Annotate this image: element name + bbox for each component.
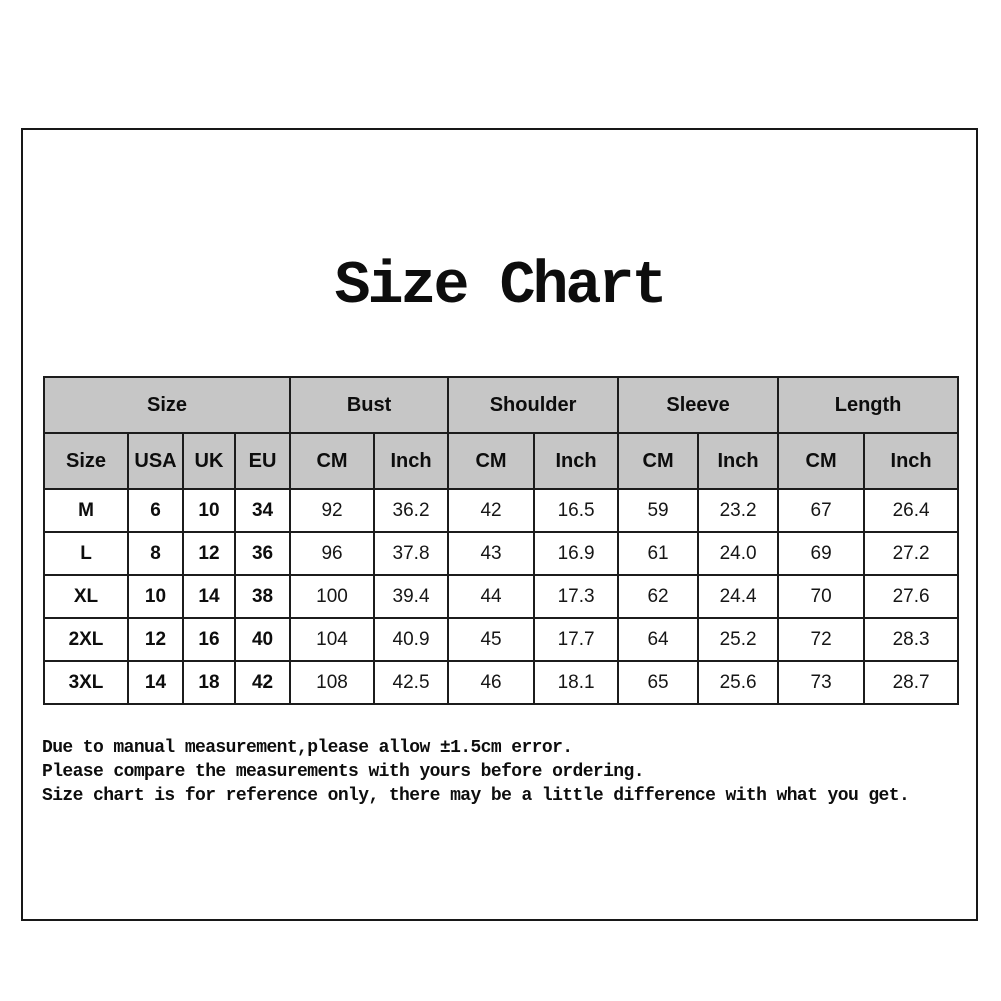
cell-shoulder-cm: 45: [448, 618, 534, 661]
cell-shoulder-inch: 18.1: [534, 661, 618, 704]
cell-length-cm: 72: [778, 618, 864, 661]
cell-shoulder-inch: 16.5: [534, 489, 618, 532]
cell-size: 3XL: [44, 661, 128, 704]
cell-sleeve-inch: 23.2: [698, 489, 778, 532]
cell-bust-cm: 100: [290, 575, 374, 618]
cell-usa: 12: [128, 618, 183, 661]
cell-length-inch: 28.7: [864, 661, 958, 704]
col-group-length: Length: [778, 377, 958, 433]
cell-usa: 14: [128, 661, 183, 704]
cell-length-cm: 73: [778, 661, 864, 704]
cell-shoulder-cm: 44: [448, 575, 534, 618]
cell-uk: 16: [183, 618, 235, 661]
cell-usa: 8: [128, 532, 183, 575]
table-row-xl: [44, 575, 958, 618]
cell-usa: 10: [128, 575, 183, 618]
table-row-m: [44, 489, 958, 532]
cell-shoulder-cm: 43: [448, 532, 534, 575]
cell-uk: 12: [183, 532, 235, 575]
content-frame: [21, 128, 978, 921]
note-line-2: Please compare the measurements with yours before ordering.: [42, 762, 644, 782]
cell-bust-inch: 37.8: [374, 532, 448, 575]
cell-sleeve-cm: 65: [618, 661, 698, 704]
cell-shoulder-inch: 17.3: [534, 575, 618, 618]
cell-sleeve-inch: 24.0: [698, 532, 778, 575]
table-row-l: [44, 532, 958, 575]
cell-sleeve-inch: 25.6: [698, 661, 778, 704]
cell-length-inch: 27.6: [864, 575, 958, 618]
cell-uk: 14: [183, 575, 235, 618]
cell-bust-cm: 92: [290, 489, 374, 532]
table-row-2xl: [44, 618, 958, 661]
cell-sleeve-inch: 25.2: [698, 618, 778, 661]
col-header-length-cm: CM: [778, 433, 864, 489]
table-group-header-row: [44, 377, 958, 433]
col-header-sleeve-inch: Inch: [698, 433, 778, 489]
cell-size: XL: [44, 575, 128, 618]
measurement-notes: [42, 736, 962, 808]
col-header-size: Size: [44, 433, 128, 489]
cell-uk: 18: [183, 661, 235, 704]
cell-sleeve-cm: 62: [618, 575, 698, 618]
col-header-shoulder-inch: Inch: [534, 433, 618, 489]
cell-length-cm: 67: [778, 489, 864, 532]
cell-length-inch: 26.4: [864, 489, 958, 532]
cell-eu: 34: [235, 489, 290, 532]
col-header-usa: USA: [128, 433, 183, 489]
col-header-bust-inch: Inch: [374, 433, 448, 489]
cell-bust-inch: 40.9: [374, 618, 448, 661]
cell-size: 2XL: [44, 618, 128, 661]
cell-bust-cm: 104: [290, 618, 374, 661]
col-group-sleeve: Sleeve: [618, 377, 778, 433]
cell-usa: 6: [128, 489, 183, 532]
cell-bust-inch: 36.2: [374, 489, 448, 532]
cell-size: M: [44, 489, 128, 532]
col-header-eu: EU: [235, 433, 290, 489]
col-group-bust: Bust: [290, 377, 448, 433]
table-subheader-row: [44, 433, 958, 489]
note-line-1: Due to manual measurement,please allow ±1.5cm error.: [42, 738, 573, 758]
cell-length-cm: 69: [778, 532, 864, 575]
col-header-uk: UK: [183, 433, 235, 489]
page-title: Size Chart: [334, 253, 665, 321]
col-header-sleeve-cm: CM: [618, 433, 698, 489]
col-header-length-inch: Inch: [864, 433, 958, 489]
cell-shoulder-cm: 46: [448, 661, 534, 704]
cell-sleeve-cm: 59: [618, 489, 698, 532]
col-header-shoulder-cm: CM: [448, 433, 534, 489]
cell-length-cm: 70: [778, 575, 864, 618]
col-group-shoulder: Shoulder: [448, 377, 618, 433]
cell-uk: 10: [183, 489, 235, 532]
col-group-size: Size: [44, 377, 290, 433]
cell-bust-inch: 39.4: [374, 575, 448, 618]
cell-bust-cm: 108: [290, 661, 374, 704]
cell-shoulder-inch: 16.9: [534, 532, 618, 575]
cell-sleeve-cm: 64: [618, 618, 698, 661]
cell-shoulder-inch: 17.7: [534, 618, 618, 661]
cell-sleeve-inch: 24.4: [698, 575, 778, 618]
cell-length-inch: 27.2: [864, 532, 958, 575]
cell-size: L: [44, 532, 128, 575]
col-header-bust-cm: CM: [290, 433, 374, 489]
cell-eu: 40: [235, 618, 290, 661]
table-row-3xl: [44, 661, 958, 704]
cell-shoulder-cm: 42: [448, 489, 534, 532]
cell-eu: 38: [235, 575, 290, 618]
cell-eu: 36: [235, 532, 290, 575]
cell-length-inch: 28.3: [864, 618, 958, 661]
cell-bust-inch: 42.5: [374, 661, 448, 704]
cell-eu: 42: [235, 661, 290, 704]
cell-bust-cm: 96: [290, 532, 374, 575]
note-line-3: Size chart is for reference only, there may be a little difference with what you get.: [42, 786, 910, 806]
size-chart-table: [43, 376, 959, 705]
cell-sleeve-cm: 61: [618, 532, 698, 575]
